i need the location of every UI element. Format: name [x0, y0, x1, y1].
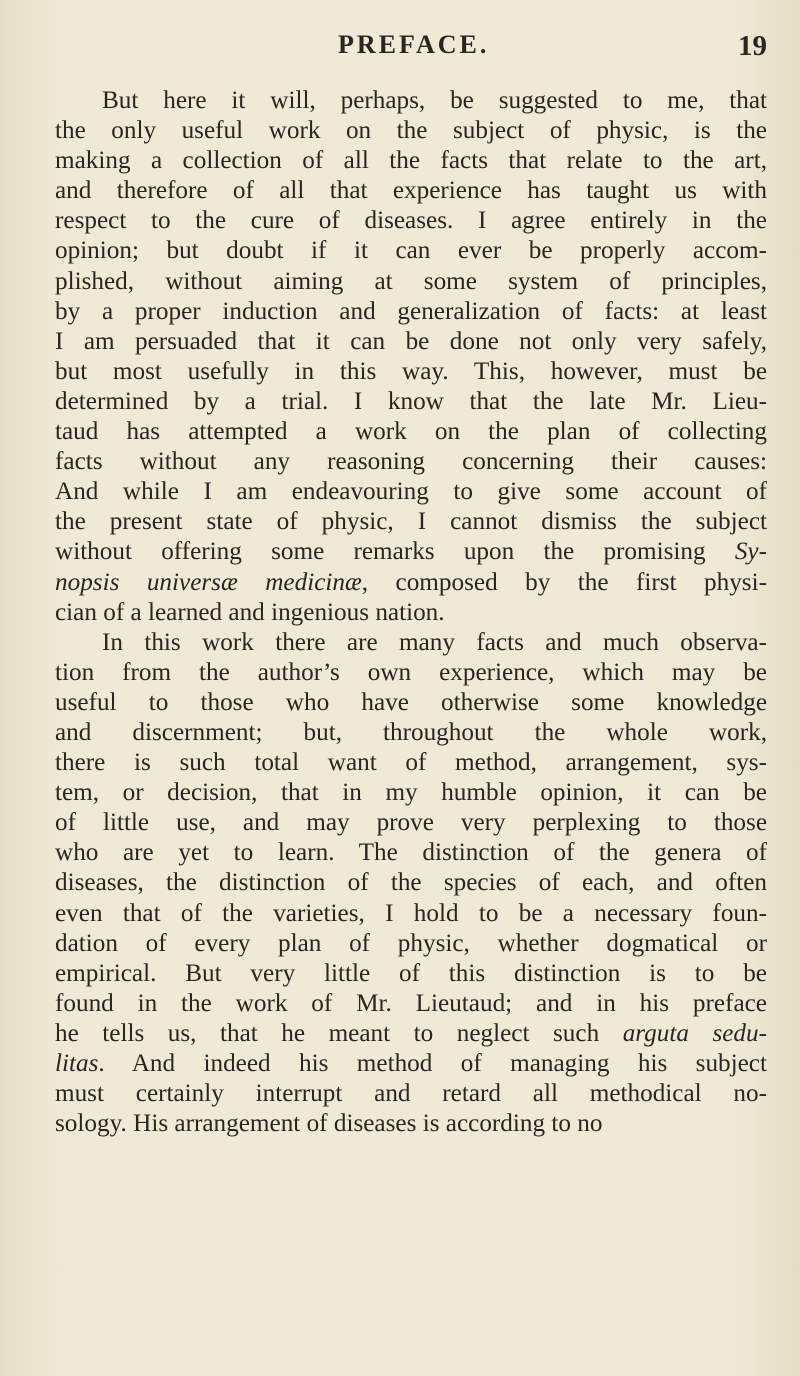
text-line	[55, 568, 767, 598]
text-run: , composed by the first physi-	[361, 568, 767, 596]
text-line	[55, 267, 767, 297]
text-line	[55, 297, 767, 327]
text-run: but most usefully in this way. This, however, must be	[55, 357, 767, 385]
text-line	[55, 236, 767, 266]
text-run: I am persuaded that it can be done not only very safely,	[55, 327, 767, 355]
running-head	[55, 30, 767, 70]
text-line	[55, 447, 767, 477]
text-run: the present state of physic, I cannot dismiss the subject	[55, 508, 767, 536]
text-run: But here it will, perhaps, be suggested to me, that	[102, 87, 767, 114]
text-run: the only useful work on the subject of physic, is the	[55, 117, 767, 145]
text-run: he tells us, that he meant to neglect such	[55, 1019, 623, 1047]
text-run: sology. His arrangement of diseases is according to no	[55, 1110, 603, 1138]
body-text	[55, 86, 767, 1139]
text-line	[55, 357, 767, 387]
text-run: And while I am endeavouring to give some account of	[55, 478, 767, 506]
italic-text: Sy-	[734, 538, 767, 566]
page-number: 19	[738, 30, 767, 62]
text-run: cian of a learned and ingenious nation.	[55, 598, 445, 626]
text-run: must certainly interrupt and retard all methodical no-	[55, 1080, 767, 1108]
text-line	[55, 598, 767, 628]
italic-text: arguta sedu-	[622, 1019, 768, 1047]
italic-text: nopsis universæ medicinæ	[55, 568, 362, 596]
text-line	[55, 1049, 767, 1079]
text-line	[55, 387, 767, 417]
text-run: even that of the varieties, I hold to be a necessary foun-	[55, 899, 767, 927]
text-run: found in the work of Mr. Lieutaud; and in his preface	[55, 989, 767, 1017]
text-line	[55, 628, 767, 658]
text-line	[55, 868, 767, 898]
text-run: useful to those who have otherwise some knowledge	[55, 688, 767, 716]
text-line	[55, 417, 767, 447]
text-run: taud has attempted a work on the plan of collecting	[55, 418, 767, 446]
text-line	[55, 537, 767, 567]
text-run: who are yet to learn. The distinction of the genera of	[55, 839, 767, 867]
text-line	[55, 989, 767, 1019]
text-run: tion from the author’s own experience, which may be	[55, 658, 767, 686]
text-run: and discernment; but, throughout the whole work,	[55, 718, 767, 746]
text-line	[55, 1109, 767, 1139]
text-run: determined by a trial. I know that the late Mr. Lieu-	[55, 387, 767, 415]
text-line	[55, 778, 767, 808]
text-run: In this work there are many facts and much observa-	[102, 628, 767, 656]
text-line	[55, 327, 767, 357]
text-line	[55, 718, 767, 748]
text-line	[55, 658, 767, 688]
text-run: respect to the cure of diseases. I agree entirely in the	[55, 207, 767, 235]
text-line	[55, 899, 767, 929]
text-run: facts without any reasoning concerning their causes:	[55, 448, 767, 476]
text-line	[55, 838, 767, 868]
text-run: empirical. But very little of this distinction is to be	[55, 959, 767, 987]
text-run: . And indeed his method of managing his subject	[98, 1050, 767, 1077]
text-line	[55, 1019, 767, 1049]
text-line	[55, 688, 767, 718]
text-run: diseases, the distinction of the species of each, and often	[55, 869, 767, 897]
text-line	[55, 116, 767, 146]
text-line	[55, 808, 767, 838]
running-title: PREFACE.	[338, 30, 490, 59]
text-run: tem, or decision, that in my humble opinion, it can be	[55, 779, 767, 807]
text-run: and therefore of all that experience has taught us with	[55, 177, 767, 205]
italic-text: litas	[55, 1050, 99, 1077]
text-line	[55, 1079, 767, 1109]
text-line	[55, 206, 767, 236]
text-line	[55, 507, 767, 537]
text-line	[55, 146, 767, 176]
text-run: plished, without aiming at some system of principles,	[55, 267, 767, 295]
text-run: without offering some remarks upon the promising	[55, 538, 735, 566]
text-line	[55, 748, 767, 778]
text-run: there is such total want of method, arrangement, sys-	[55, 749, 767, 777]
text-line	[55, 176, 767, 206]
paragraph	[55, 628, 767, 1140]
text-line	[55, 86, 767, 116]
text-run: by a proper induction and generalization of facts: at least	[55, 297, 767, 325]
text-line	[55, 929, 767, 959]
text-run: making a collection of all the facts that relate to the art,	[55, 147, 767, 175]
text-run: of little use, and may prove very perplexing to those	[55, 809, 767, 837]
paragraph	[55, 86, 767, 628]
text-run: dation of every plan of physic, whether dogmatical or	[55, 929, 767, 957]
text-line	[55, 959, 767, 989]
text-line	[55, 477, 767, 507]
text-run: opinion; but doubt if it can ever be properly accom-	[55, 237, 767, 265]
